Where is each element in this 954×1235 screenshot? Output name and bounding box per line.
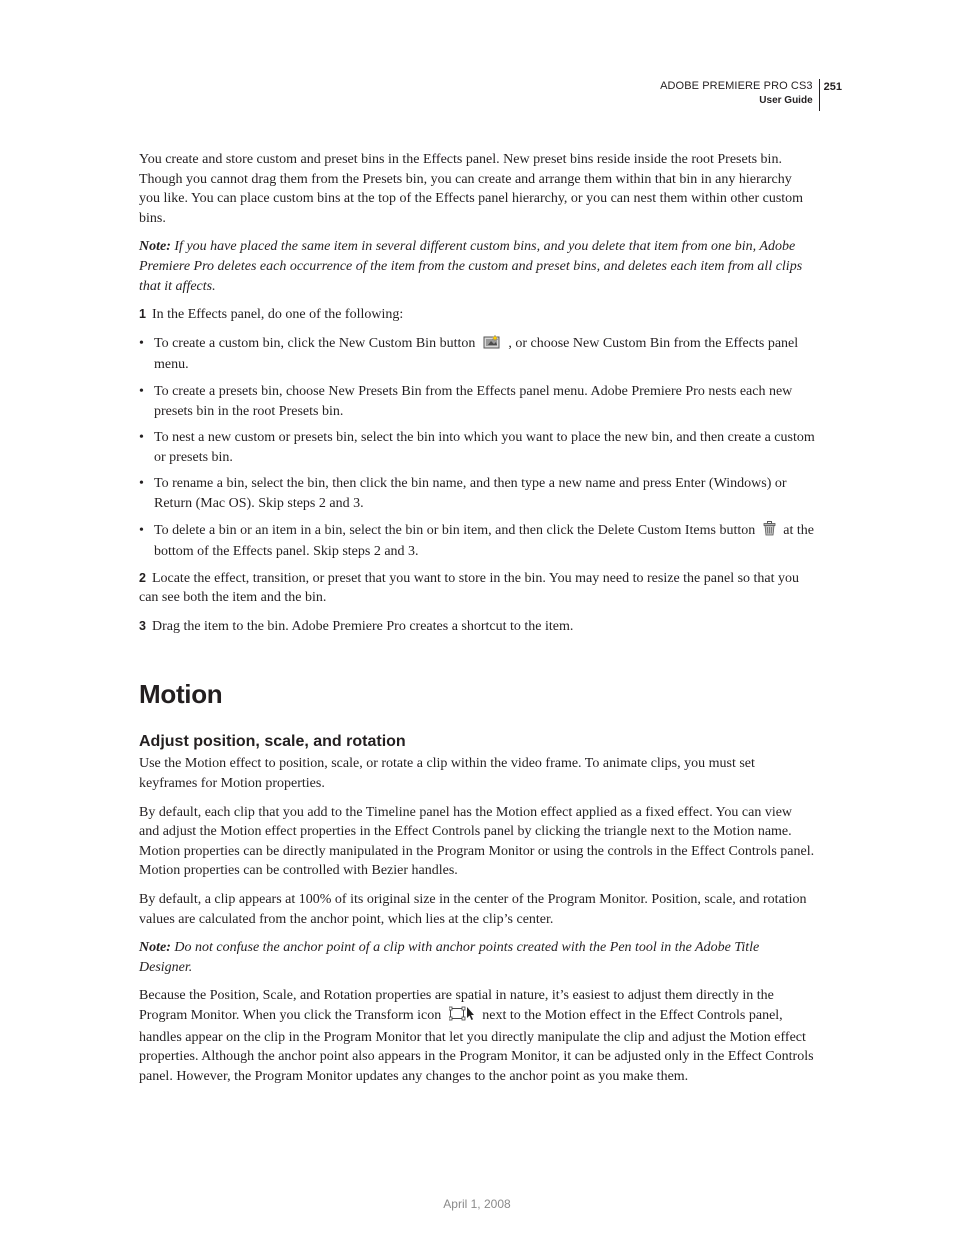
bullet-item bbox=[139, 474, 815, 513]
bullet-text-continued: , or choose New Custom Bin from the Effects panel menu. bbox=[154, 335, 799, 373]
note-bins bbox=[139, 237, 815, 296]
bullet-marker: • bbox=[139, 476, 144, 492]
subsection-heading: Adjust position, scale, and rotation bbox=[139, 733, 406, 751]
paragraph-text: Because the Position, Scale, and Rotation properties are spatial in nature, it’s easiest to adjust them directly in the Program Monitor. When you click the Transform icon bbox=[139, 988, 774, 1023]
step-text: Drag the item to the bin. Adobe Premiere Pro creates a shortcut to the item. bbox=[151, 618, 574, 634]
trash-icon bbox=[763, 521, 776, 543]
bullet-marker: • bbox=[139, 522, 144, 538]
page-number: 251 bbox=[823, 81, 842, 93]
bullet-item bbox=[139, 428, 815, 467]
step-number: 3 bbox=[139, 618, 146, 633]
bullet-text: To create a custom bin, click the New Custom Bin button bbox=[154, 335, 476, 351]
bullet-text-continued: at the bottom of the Effects panel. Skip steps 2 and 3. bbox=[154, 522, 814, 560]
note-text: If you have placed the same item in several different custom bins, and you delete that item from one bin, Adobe Premiere Pro deletes each occurrence of the item from the custom and preset bins, and deletes each item from all clips that it affects. bbox=[139, 239, 803, 294]
product-name: ADOBE PREMIERE PRO CS3 bbox=[660, 80, 813, 92]
page-footer-date: April 1, 2008 bbox=[443, 1197, 511, 1211]
bullet-marker: • bbox=[139, 383, 144, 399]
step-number: 2 bbox=[139, 570, 146, 585]
step-1 bbox=[139, 305, 815, 325]
transform-icon bbox=[449, 1006, 475, 1028]
bullet-item bbox=[139, 521, 815, 562]
bullet-text: To delete a bin or an item in a bin, select the bin or bin item, and then click the Delete Custom Items button bbox=[154, 522, 756, 538]
section-heading: Motion bbox=[139, 679, 223, 710]
note-label: Note: bbox=[139, 239, 171, 255]
note-anchor bbox=[139, 938, 815, 977]
step-text: In the Effects panel, do one of the following: bbox=[151, 307, 404, 323]
page-content bbox=[139, 150, 815, 1095]
bullet-item bbox=[139, 382, 815, 421]
paragraph-text-continued: next to the Motion effect in the Effect Controls panel, handles appear on the clip in the Program Monitor that let you directly manipulate the clip and adjust the Motion effect properties. Although the anchor point also appears in the Program Monitor, it can be adjusted only in the Effect Controls panel. However, the Program Monitor updates any changes to the anchor point as you make them. bbox=[139, 1008, 814, 1084]
bullet-marker: • bbox=[139, 430, 144, 446]
header-titles bbox=[660, 79, 820, 111]
step-3 bbox=[139, 617, 815, 637]
bullet-marker: • bbox=[139, 335, 144, 351]
step-number: 1 bbox=[139, 307, 146, 322]
note-text: Do not confuse the anchor point of a clip with anchor points created with the Pen tool in the Adobe Title Designer. bbox=[139, 940, 760, 975]
new-custom-bin-icon bbox=[483, 335, 501, 356]
motion-paragraph-3: By default, a clip appears at 100% of its original size in the center of the Program Monitor. Position, scale, and rotation values are calculated from the anchor point, which lies at the clip’s center. bbox=[139, 892, 807, 927]
bullet-text: To rename a bin, select the bin, then click the bin name, and then type a new name and press Enter (Windows) or Return (Mac OS). Skip steps 2 and 3. bbox=[154, 476, 787, 511]
step-2 bbox=[139, 569, 815, 608]
page-header bbox=[660, 79, 842, 111]
motion-paragraph-2: By default, each clip that you add to the Timeline panel has the Motion effect applied as a fixed effect. You can view and adjust the Motion effect properties in the Effect Controls panel by clicking the triangle next to the Motion name. Motion properties can be directly manipulated in the Program Monitor or using the controls in the Effect Controls panel. Motion properties can be controlled with Bezier handles. bbox=[139, 804, 815, 879]
intro-paragraph: You create and store custom and preset bins in the Effects panel. New preset bins reside inside the root Presets bin. Though you cannot drag them from the Presets bin, you can create and arrange them within that bin in any hierarchy you like. You can place custom bins at the top of the Effects panel hierarchy, or you can nest them within other custom bins. bbox=[139, 152, 804, 226]
guide-name: User Guide bbox=[759, 95, 813, 106]
motion-paragraph-4 bbox=[139, 986, 815, 1086]
bullet-text: To nest a new custom or presets bin, select the bin into which you want to place the new bin, and then create a custom or presets bin. bbox=[154, 430, 815, 465]
note-label: Note: bbox=[139, 940, 171, 956]
motion-paragraph-1: Use the Motion effect to position, scale, or rotate a clip within the video frame. To animate clips, you must set keyframes for Motion properties. bbox=[139, 756, 755, 792]
bullet-item bbox=[139, 334, 815, 375]
step-text: Locate the effect, transition, or preset that you want to store in the bin. You may need to resize the panel so that you can see both the item and the bin. bbox=[139, 570, 800, 606]
bullet-text: To create a presets bin, choose New Presets Bin from the Effects panel menu. Adobe Premiere Pro nests each new presets bin in the root Presets bin. bbox=[154, 383, 793, 419]
